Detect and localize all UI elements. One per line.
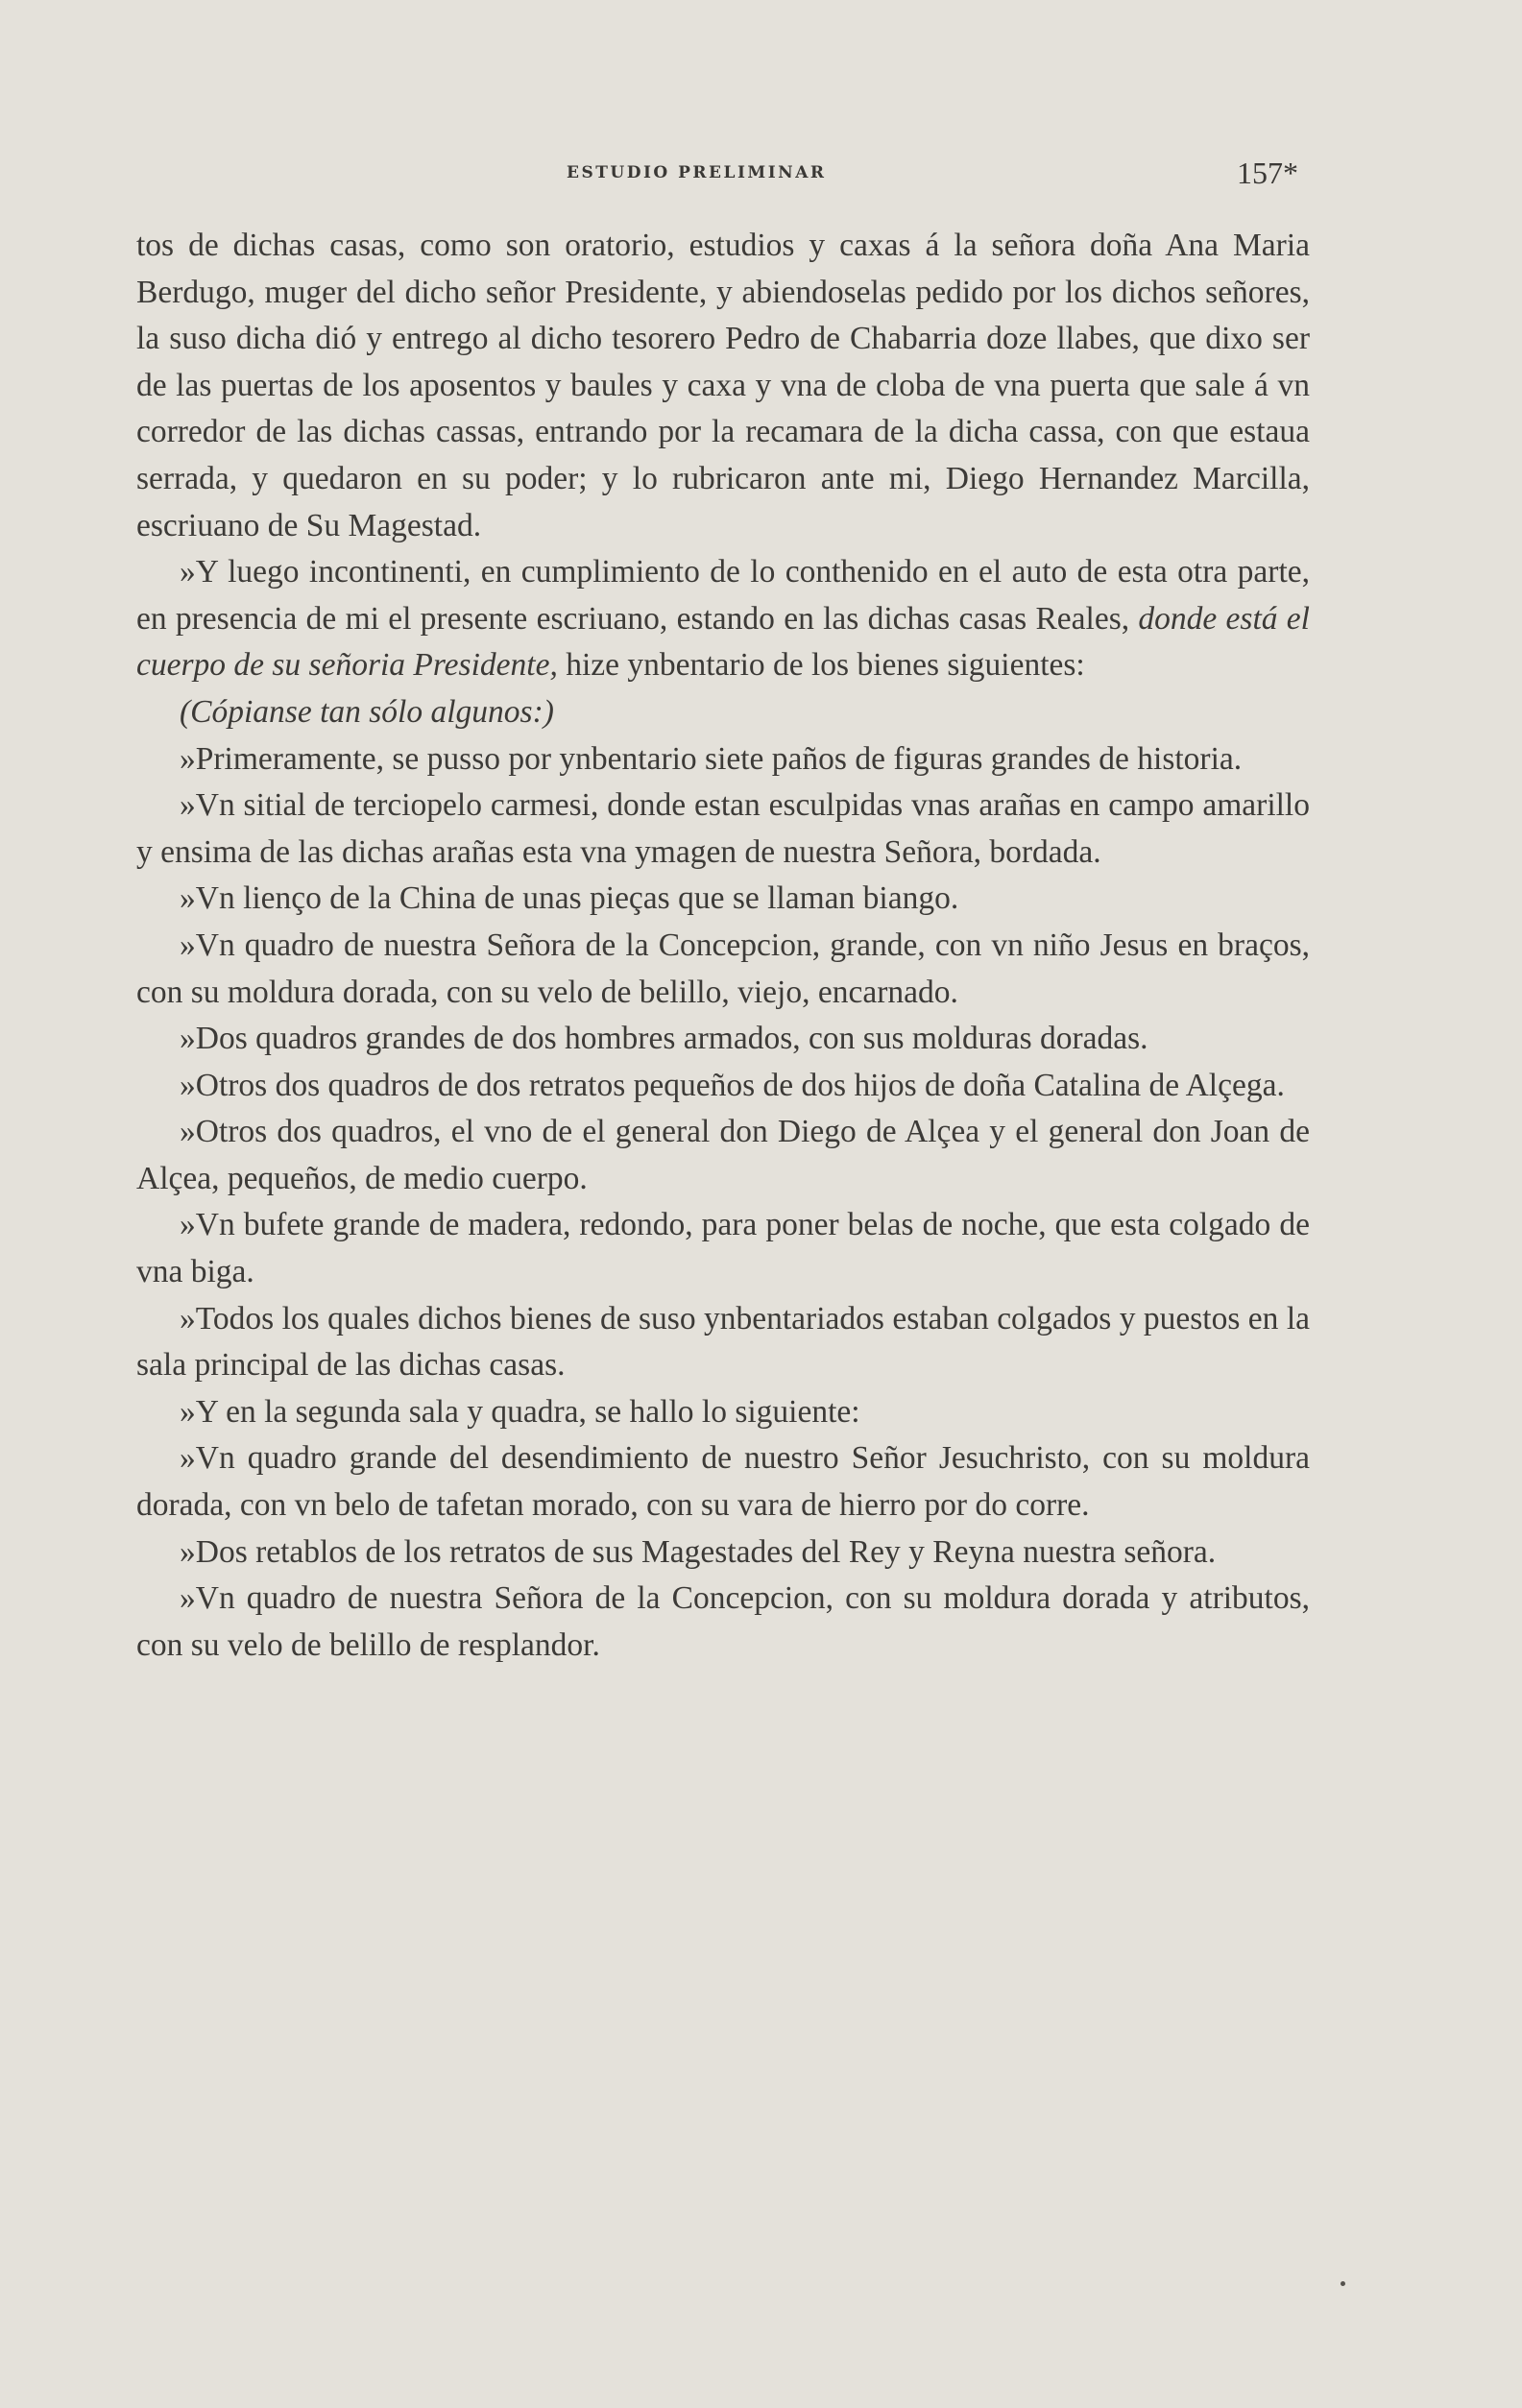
inventory-item: »Dos retablos de los retratos de sus Magestades del Rey y Reyna nuestra señora.	[180, 1533, 1217, 1570]
inventory-item: »Otros dos quadros, el vno de el general don Diego de Alçea y el general don Joan de Alçea, pequeños, de medio cuerpo.	[136, 1114, 1310, 1196]
inventory-item: »Vn quadro de nuestra Señora de la Concepcion, grande, con vn niño Jesus en braços, con su moldura dorada, con su velo de belillo, viejo, encarnado.	[136, 927, 1310, 1010]
inventory-item: »Vn quadro de nuestra Señora de la Concepcion, con su moldura dorada y atributos, con su velo de belillo de resplandor.	[136, 1580, 1310, 1663]
paragraph-inventory-intro-end: hize ynbentario de los bienes siguientes:	[557, 647, 1085, 684]
inventory-item: »Dos quadros grandes de dos hombres armados, con sus molduras doradas.	[180, 1021, 1148, 1057]
scan-speck	[1341, 2281, 1345, 2286]
inventory-item: »Primeramente, se pusso por ynbentario siete paños de figuras grandes de historia.	[180, 740, 1243, 777]
inventory-item: »Vn lienço de la China de unas pieças que se llaman biango.	[180, 880, 959, 917]
italic-phrase: donde está el cuerpo de su señoria Presidente,	[136, 600, 1310, 684]
page-header	[0, 156, 1522, 202]
inventory-summary: »Todos los quales dichos bienes de suso ynbentariados estaban colgados y puestos en la sala principal de las dichas casas.	[136, 1300, 1310, 1384]
body-text	[136, 223, 1310, 1669]
paragraph-continuation: tos de dichas casas, como son oratorio, estudios y caxas á la señora doña Ana Maria Berdugo, muger del dicho señor Presidente, y abiendoselas pedido por los dichos señores, la suso dicha dió y entrego al dicho tesorero Pedro de Chabarria doze llabes, que dixo ser de las puertas de los aposentos y baules y caxa y vna de cloba de vna puerta que sale á vn corredor de las dichas cassas, entrando por la recamara de la dicha cassa, con que estaua serrada, y quedaron en su poder; y lo rubricaron ante mi, Diego Hernandez Marcilla, escriuano de Su Magestad.	[136, 228, 1310, 543]
inventory-item: »Vn quadro grande del desendimiento de nuestro Señor Jesuchristo, con su moldura dorada, con vn belo de tafetan morado, con su vara de hierro por do corre.	[136, 1440, 1310, 1524]
page-number: 157*	[1237, 156, 1298, 190]
section-intro: »Y en la segunda sala y quadra, se hallo lo siguiente:	[180, 1393, 860, 1430]
paragraph-inventory-intro-start: »Y luego incontinenti, en cumplimiento de lo conthenido en el auto de esta otra parte, en presencia de mi el presente escriuano, estando en las dichas casas Reales,	[136, 554, 1310, 637]
inventory-item: »Vn sitial de terciopelo carmesi, donde estan esculpidas vnas arañas en campo amarillo y ensima de las dichas arañas esta vna ymagen de nuestra Señora, bordada.	[136, 787, 1310, 870]
inventory-item: »Vn bufete grande de madera, redondo, para poner belas de noche, que esta colgado de vna biga.	[136, 1207, 1310, 1290]
inventory-item: »Otros dos quadros de dos retratos pequeños de dos hijos de doña Catalina de Alçega.	[180, 1067, 1285, 1103]
paragraph-inventory-intro	[136, 549, 1310, 689]
editorial-note: (Cópianse tan sólo algunos:)	[180, 693, 554, 730]
running-head: ESTUDIO PRELIMINAR	[567, 163, 827, 182]
